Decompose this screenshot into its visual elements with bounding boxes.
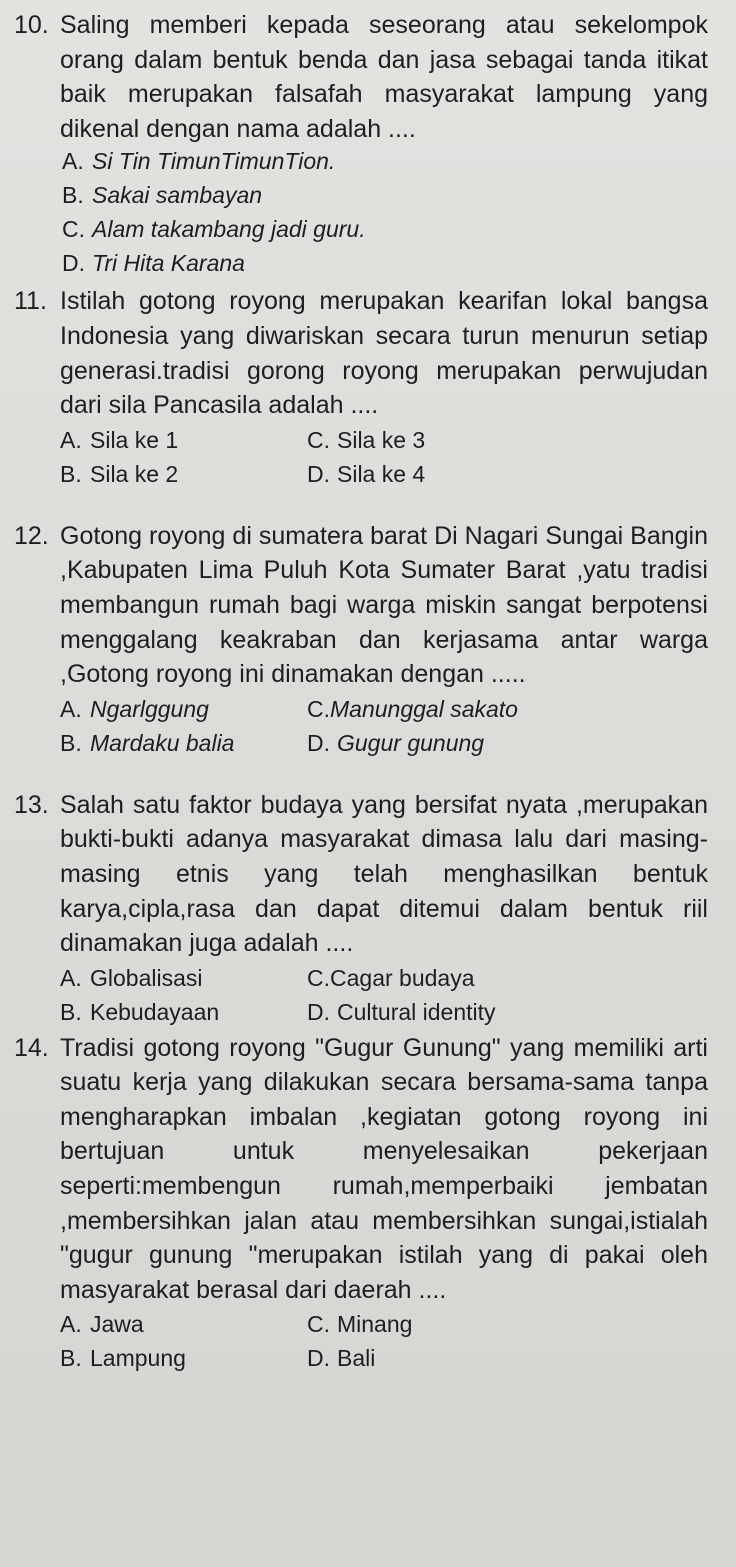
- option-text: Bali: [337, 1345, 376, 1372]
- option-letter: C.: [307, 426, 330, 453]
- question-number: 10.: [14, 11, 49, 39]
- option-d[interactable]: [307, 1341, 708, 1375]
- option-a[interactable]: [60, 1307, 307, 1341]
- option-text: Ngarlggung: [90, 695, 209, 722]
- option-b[interactable]: [60, 726, 307, 760]
- option-letter: B.: [60, 460, 82, 487]
- question-text: Istilah gotong royong merupakan kearifan lokal bangsa Indonesia yang diwariskan secara turun menurun setiap generasi.tradisi gorong royong merupakan perwujudan dari sila Pancasila adalah ....: [60, 287, 708, 420]
- answer-options: [60, 961, 708, 1029]
- question-12: [14, 519, 708, 760]
- option-letter: A.: [60, 1311, 82, 1338]
- option-letter: A.: [60, 695, 82, 722]
- question-number: 12.: [14, 521, 49, 550]
- option-d[interactable]: [307, 457, 708, 491]
- option-text: Cagar budaya: [330, 964, 475, 991]
- option-letter: C.: [307, 1311, 330, 1338]
- question-number: 13.: [14, 790, 49, 819]
- option-b[interactable]: [60, 178, 708, 212]
- question-10: [14, 8, 708, 280]
- option-letter: D.: [307, 460, 330, 487]
- question-number: 14.: [14, 1033, 49, 1062]
- option-text: Sila ke 4: [337, 460, 426, 487]
- option-text: Gugur gunung: [337, 729, 485, 756]
- answer-options: [60, 692, 708, 760]
- question-13: [14, 788, 708, 1029]
- option-text: Minang: [337, 1311, 413, 1338]
- option-b[interactable]: [60, 457, 307, 491]
- option-letter: B.: [60, 998, 82, 1025]
- option-c[interactable]: [307, 1307, 708, 1341]
- option-text: Sila ke 1: [90, 426, 179, 453]
- option-letter: A.: [60, 426, 82, 453]
- option-letter: B.: [60, 729, 82, 756]
- option-text: Sila ke 3: [337, 426, 426, 453]
- option-text: Sakai sambayan: [92, 182, 263, 209]
- question-text: Salah satu faktor budaya yang bersifat nyata ,merupakan bukti-bukti adanya masyarakat dimasa lalu dari masing-masing etnis yang telah menghasilkan bentuk karya,cipla,rasa dan dapat ditemui dalam bentuk riil dinamakan juga adalah ....: [60, 790, 708, 958]
- option-text: Si Tin TimunTimunTion.: [92, 148, 336, 175]
- option-text: Kebudayaan: [90, 998, 220, 1025]
- option-text: Lampung: [90, 1345, 186, 1372]
- option-d[interactable]: [307, 726, 708, 760]
- option-letter: D.: [307, 729, 330, 756]
- question-11: [14, 284, 708, 490]
- option-c[interactable]: [307, 423, 708, 457]
- option-text: Manunggal sakato: [330, 695, 518, 722]
- option-c[interactable]: [307, 961, 708, 995]
- option-text: Cultural identity: [337, 998, 496, 1025]
- option-d[interactable]: [307, 995, 708, 1029]
- option-letter: D.: [307, 998, 330, 1025]
- answer-options: [60, 144, 708, 280]
- option-a[interactable]: [60, 144, 708, 178]
- answer-options: [60, 1307, 708, 1375]
- option-letter: D.: [307, 1345, 330, 1372]
- option-letter: B.: [60, 1345, 82, 1372]
- question-text: Gotong royong di sumatera barat Di Nagari Sungai Bangin ,Kabupaten Lima Puluh Kota Sumater Barat ,yatu tradisi membangun rumah bagi warga miskin sangat berpotensi menggalang keakraban dan kerjasama antar warga ,Gotong royong ini dinamakan dengan .....: [60, 521, 708, 689]
- option-text: Globalisasi: [90, 964, 203, 991]
- option-letter: C.: [307, 964, 330, 991]
- option-b[interactable]: [60, 1341, 307, 1375]
- question-text: Saling memberi kepada seseorang atau sekelompok orang dalam bentuk benda dan jasa sebagai tanda itikat baik merupakan falsafah masyarakat lampung yang dikenal dengan nama adalah ....: [60, 11, 708, 143]
- question-text: Tradisi gotong royong "Gugur Gunung" yang memiliki arti suatu kerja yang dilakukan secara bersama-sama tanpa mengharapkan imbalan ,kegiatan gotong royong ini bertujuan untuk menyelesaikan pekerjaan seperti:membengun rumah,memperbaiki jembatan ,membersihkan jalan atau membersihkan sungai,istialah "gugur gunung "merupakan istilah yang di pakai oleh masyarakat berasal dari daerah ....: [60, 1033, 708, 1304]
- question-14: [14, 1031, 708, 1376]
- option-b[interactable]: [60, 995, 307, 1029]
- option-d[interactable]: [60, 246, 708, 280]
- option-a[interactable]: [60, 692, 307, 726]
- answer-options: [60, 423, 708, 491]
- option-letter: C.: [307, 695, 330, 722]
- question-number: 11.: [14, 287, 47, 316]
- option-letter: A.: [62, 148, 84, 175]
- option-a[interactable]: [60, 423, 307, 457]
- option-c[interactable]: [60, 212, 708, 246]
- option-letter: B.: [62, 182, 84, 209]
- option-text: Mardaku balia: [90, 729, 235, 756]
- option-text: Sila ke 2: [90, 460, 179, 487]
- option-a[interactable]: [60, 961, 307, 995]
- option-letter: C.: [62, 216, 85, 243]
- option-text: Jawa: [90, 1311, 144, 1338]
- option-text: Tri Hita Karana: [92, 250, 245, 277]
- option-c[interactable]: [307, 692, 708, 726]
- option-text: Alam takambang jadi guru.: [92, 216, 366, 243]
- option-letter: D.: [62, 250, 85, 277]
- option-letter: A.: [60, 964, 82, 991]
